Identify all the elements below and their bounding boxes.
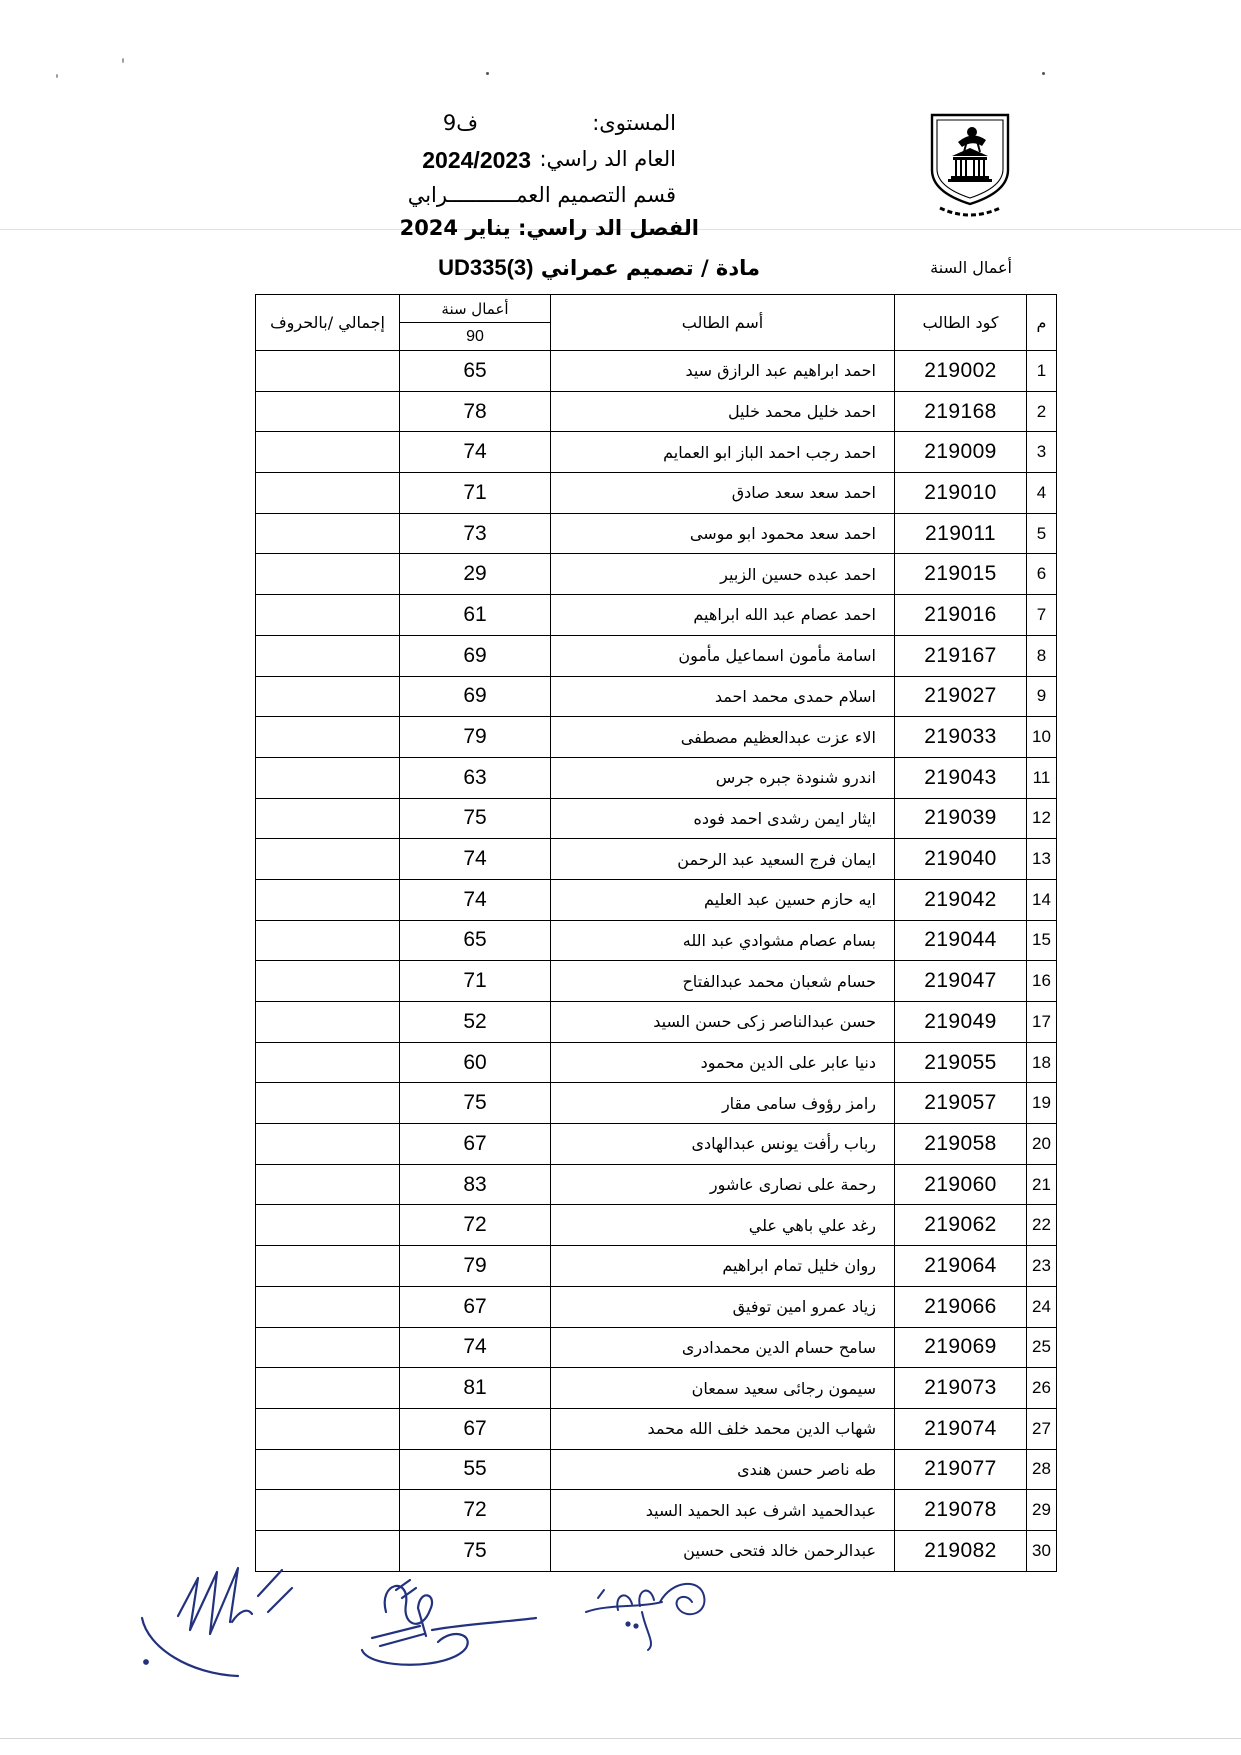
student-code: 219027 xyxy=(895,676,1027,717)
coursework-grade: 67 xyxy=(400,1124,551,1165)
student-name: شهاب الدين محمد خلف الله محمد xyxy=(551,1408,895,1449)
coursework-grade: 75 xyxy=(400,1530,551,1571)
total-in-words xyxy=(256,473,400,514)
row-number: 27 xyxy=(1027,1408,1057,1449)
course-code: UD335(3) xyxy=(438,255,534,280)
student-name: اسلام حمدى محمد احمد xyxy=(551,676,895,717)
total-in-words xyxy=(256,676,400,717)
coursework-grade: 81 xyxy=(400,1368,551,1409)
coursework-grade: 55 xyxy=(400,1449,551,1490)
total-in-words xyxy=(256,391,400,432)
student-name: بسام عصام مشوادي عبد الله xyxy=(551,920,895,961)
student-code: 219042 xyxy=(895,879,1027,920)
total-in-words xyxy=(256,879,400,920)
coursework-grade: 79 xyxy=(400,1246,551,1287)
student-name: زياد عمرو امين توفيق xyxy=(551,1286,895,1327)
total-in-words xyxy=(256,432,400,473)
student-code: 219057 xyxy=(895,1083,1027,1124)
coursework-grade: 72 xyxy=(400,1205,551,1246)
total-in-words xyxy=(256,1327,400,1368)
total-in-words xyxy=(256,1368,400,1409)
scan-line-bottom xyxy=(0,1738,1241,1739)
department-name: قسم التصميم العمـــــــــــرابي xyxy=(407,183,676,207)
row-number: 25 xyxy=(1027,1327,1057,1368)
row-number: 22 xyxy=(1027,1205,1057,1246)
total-in-words xyxy=(256,1124,400,1165)
coursework-grade: 83 xyxy=(400,1164,551,1205)
student-name: اندرو شنودة جبره جرس xyxy=(551,757,895,798)
coursework-grade: 65 xyxy=(400,351,551,392)
column-header-total: إجمالي /بالحروف xyxy=(256,295,400,351)
row-number: 8 xyxy=(1027,635,1057,676)
table-row xyxy=(256,798,1057,839)
table-row xyxy=(256,1042,1057,1083)
table-row xyxy=(256,554,1057,595)
row-number: 17 xyxy=(1027,1002,1057,1043)
scan-dot xyxy=(122,58,124,63)
student-name: طه ناصر حسن هندى xyxy=(551,1449,895,1490)
row-number: 28 xyxy=(1027,1449,1057,1490)
student-name: احمد عبده حسين الزبير xyxy=(551,554,895,595)
scan-dot xyxy=(1042,72,1045,75)
total-in-words xyxy=(256,1408,400,1449)
student-name: حسن عبدالناصر زكى حسن السيد xyxy=(551,1002,895,1043)
student-code: 219066 xyxy=(895,1286,1027,1327)
student-code: 219077 xyxy=(895,1449,1027,1490)
student-code: 219074 xyxy=(895,1408,1027,1449)
total-in-words xyxy=(256,1246,400,1287)
signatures xyxy=(120,1550,740,1690)
row-number: 20 xyxy=(1027,1124,1057,1165)
scan-dot xyxy=(56,74,58,78)
table-row xyxy=(256,351,1057,392)
coursework-grade: 29 xyxy=(400,554,551,595)
row-number: 21 xyxy=(1027,1164,1057,1205)
row-number: 11 xyxy=(1027,757,1057,798)
student-name: الاء عزت عبدالعظيم مصطفى xyxy=(551,717,895,758)
student-name: رامز رؤوف سامى مقار xyxy=(551,1083,895,1124)
student-code: 219033 xyxy=(895,717,1027,758)
student-name: احمد رجب احمد الباز ابو العمايم xyxy=(551,432,895,473)
coursework-grade: 75 xyxy=(400,1083,551,1124)
student-code: 219049 xyxy=(895,1002,1027,1043)
student-name: ايمان فرج السعيد عبد الرحمن xyxy=(551,839,895,880)
row-number: 24 xyxy=(1027,1286,1057,1327)
row-number: 9 xyxy=(1027,676,1057,717)
total-in-words xyxy=(256,1449,400,1490)
row-number: 3 xyxy=(1027,432,1057,473)
table-row xyxy=(256,595,1057,636)
total-in-words xyxy=(256,351,400,392)
student-code: 219062 xyxy=(895,1205,1027,1246)
row-number: 12 xyxy=(1027,798,1057,839)
student-code: 219069 xyxy=(895,1327,1027,1368)
row-number: 18 xyxy=(1027,1042,1057,1083)
row-number: 15 xyxy=(1027,920,1057,961)
coursework-grade: 74 xyxy=(400,839,551,880)
total-in-words xyxy=(256,1042,400,1083)
student-code: 219039 xyxy=(895,798,1027,839)
student-code: 219009 xyxy=(895,432,1027,473)
student-code: 219167 xyxy=(895,635,1027,676)
table-row xyxy=(256,1205,1057,1246)
student-code: 219015 xyxy=(895,554,1027,595)
table-body xyxy=(256,351,1057,1572)
academic-year-label: العام الد راسي: xyxy=(539,147,676,171)
student-code: 219044 xyxy=(895,920,1027,961)
student-code: 219064 xyxy=(895,1246,1027,1287)
signature-1 xyxy=(142,1568,292,1676)
total-in-words xyxy=(256,961,400,1002)
total-in-words xyxy=(256,1286,400,1327)
total-in-words xyxy=(256,554,400,595)
table-row xyxy=(256,961,1057,1002)
student-code: 219002 xyxy=(895,351,1027,392)
total-in-words xyxy=(256,1002,400,1043)
course-label: مادة / تصميم عمراني xyxy=(540,256,760,280)
coursework-grade: 60 xyxy=(400,1042,551,1083)
total-in-words xyxy=(256,757,400,798)
row-number: 10 xyxy=(1027,717,1057,758)
table-row xyxy=(256,1490,1057,1531)
level-label: المستوى: xyxy=(592,111,676,135)
student-name: سيمون رجائى سعيد سمعان xyxy=(551,1368,895,1409)
academic-year-value: 2024/2023 xyxy=(422,147,531,173)
coursework-grade: 67 xyxy=(400,1408,551,1449)
row-number: 1 xyxy=(1027,351,1057,392)
student-name: احمد سعد سعد صادق xyxy=(551,473,895,514)
table-row xyxy=(256,473,1057,514)
total-in-words xyxy=(256,1164,400,1205)
column-header-coursework: أعمال سنة xyxy=(400,295,551,323)
semester: الفصل الد راسي: يناير 2024 xyxy=(399,216,699,240)
coursework-grade: 74 xyxy=(400,432,551,473)
row-number: 26 xyxy=(1027,1368,1057,1409)
student-name: حسام شعبان محمد عبدالفتاح xyxy=(551,961,895,1002)
student-code: 219043 xyxy=(895,757,1027,798)
student-code: 219168 xyxy=(895,391,1027,432)
student-name: دنيا عابر على الدين محمود xyxy=(551,1042,895,1083)
table-row xyxy=(256,676,1057,717)
total-in-words xyxy=(256,798,400,839)
coursework-grade: 65 xyxy=(400,920,551,961)
table-row xyxy=(256,635,1057,676)
coursework-grade: 75 xyxy=(400,798,551,839)
signature-2 xyxy=(362,1580,536,1665)
row-number: 19 xyxy=(1027,1083,1057,1124)
table-row xyxy=(256,1164,1057,1205)
student-name: رباب رأفت يونس عبدالهادى xyxy=(551,1124,895,1165)
total-in-words xyxy=(256,595,400,636)
coursework-grade: 61 xyxy=(400,595,551,636)
row-number: 29 xyxy=(1027,1490,1057,1531)
student-name: رغد علي باهي علي xyxy=(551,1205,895,1246)
row-number: 6 xyxy=(1027,554,1057,595)
total-in-words xyxy=(256,920,400,961)
student-name: احمد عصام عبد الله ابراهيم xyxy=(551,595,895,636)
table-row xyxy=(256,1286,1057,1327)
table-row xyxy=(256,1368,1057,1409)
table-row xyxy=(256,1246,1057,1287)
student-name: عبدالرحمن خالد فتحى حسين xyxy=(551,1530,895,1571)
total-in-words xyxy=(256,1083,400,1124)
table-row xyxy=(256,1083,1057,1124)
student-code: 219082 xyxy=(895,1530,1027,1571)
section-label: أعمال السنة xyxy=(930,258,1012,277)
student-code: 219055 xyxy=(895,1042,1027,1083)
table-row xyxy=(256,839,1057,880)
student-name: احمد ابراهيم عبد الرازق سيد xyxy=(551,351,895,392)
scan-dot xyxy=(486,72,489,75)
university-logo xyxy=(928,112,1012,218)
coursework-grade: 52 xyxy=(400,1002,551,1043)
coursework-grade: 78 xyxy=(400,391,551,432)
course-title xyxy=(438,255,760,281)
total-in-words xyxy=(256,513,400,554)
table-row xyxy=(256,513,1057,554)
table-row xyxy=(256,1002,1057,1043)
table-row xyxy=(256,432,1057,473)
student-code: 219058 xyxy=(895,1124,1027,1165)
table-row xyxy=(256,717,1057,758)
row-number: 23 xyxy=(1027,1246,1057,1287)
coursework-grade: 74 xyxy=(400,879,551,920)
total-in-words xyxy=(256,1205,400,1246)
row-number: 13 xyxy=(1027,839,1057,880)
student-code: 219047 xyxy=(895,961,1027,1002)
student-name: احمد خليل محمد خليل xyxy=(551,391,895,432)
student-name: ايثار ايمن رشدى احمد فوده xyxy=(551,798,895,839)
student-name: روان خليل تمام ابراهيم xyxy=(551,1246,895,1287)
student-name: رحمة على نصارى عاشور xyxy=(551,1164,895,1205)
student-code: 219011 xyxy=(895,513,1027,554)
student-name: عبدالحميد اشرف عبد الحميد السيد xyxy=(551,1490,895,1531)
coursework-grade: 67 xyxy=(400,1286,551,1327)
row-number: 30 xyxy=(1027,1530,1057,1571)
student-name: سامح حسام الدين محمدادرى xyxy=(551,1327,895,1368)
student-code: 219073 xyxy=(895,1368,1027,1409)
coursework-grade: 69 xyxy=(400,635,551,676)
student-code: 219016 xyxy=(895,595,1027,636)
column-header-code: كود الطالب xyxy=(895,295,1027,351)
signature-3 xyxy=(586,1584,704,1650)
table-row xyxy=(256,757,1057,798)
row-number: 16 xyxy=(1027,961,1057,1002)
total-in-words xyxy=(256,1490,400,1531)
total-in-words xyxy=(256,839,400,880)
logo-shield-icon xyxy=(928,112,1012,218)
table-row xyxy=(256,1408,1057,1449)
table-row xyxy=(256,1327,1057,1368)
student-name: احمد سعد محمود ابو موسى xyxy=(551,513,895,554)
row-number: 7 xyxy=(1027,595,1057,636)
student-code: 219010 xyxy=(895,473,1027,514)
total-in-words xyxy=(256,717,400,758)
table-row xyxy=(256,1449,1057,1490)
row-number: 2 xyxy=(1027,391,1057,432)
row-number: 5 xyxy=(1027,513,1057,554)
table-row xyxy=(256,920,1057,961)
student-name: ايه حازم حسين عبد العليم xyxy=(551,879,895,920)
column-header-index: م xyxy=(1027,295,1057,351)
coursework-grade: 69 xyxy=(400,676,551,717)
student-code: 219040 xyxy=(895,839,1027,880)
student-code: 219060 xyxy=(895,1164,1027,1205)
table-row xyxy=(256,1124,1057,1165)
grades-table xyxy=(255,294,1057,1572)
student-name: اسامة مأمون اسماعيل مأمون xyxy=(551,635,895,676)
level-value: ف9 xyxy=(442,111,478,135)
table-header-row xyxy=(256,295,1057,323)
coursework-grade: 79 xyxy=(400,717,551,758)
column-header-name: أسم الطالب xyxy=(551,295,895,351)
coursework-grade: 63 xyxy=(400,757,551,798)
column-header-coursework-max: 90 xyxy=(400,323,551,351)
coursework-grade: 71 xyxy=(400,473,551,514)
coursework-grade: 72 xyxy=(400,1490,551,1531)
table-row xyxy=(256,391,1057,432)
row-number: 4 xyxy=(1027,473,1057,514)
student-code: 219078 xyxy=(895,1490,1027,1531)
coursework-grade: 71 xyxy=(400,961,551,1002)
table-row xyxy=(256,879,1057,920)
total-in-words xyxy=(256,635,400,676)
coursework-grade: 74 xyxy=(400,1327,551,1368)
coursework-grade: 73 xyxy=(400,513,551,554)
row-number: 14 xyxy=(1027,879,1057,920)
